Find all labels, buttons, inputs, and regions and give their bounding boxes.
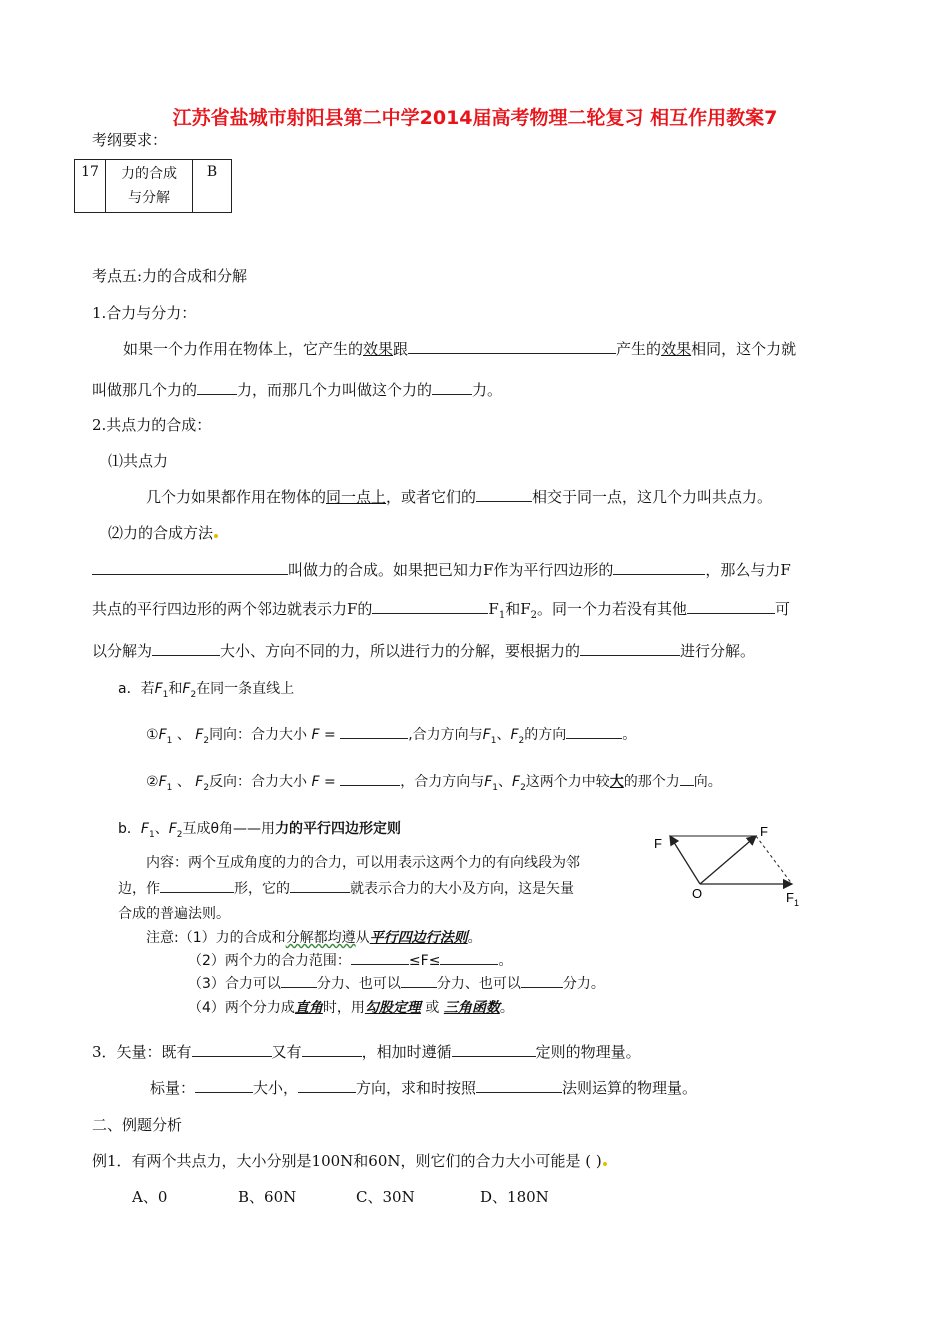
text: 或 <box>425 1000 440 1016</box>
fill-blank[interactable] <box>521 973 563 988</box>
text: 。 <box>499 1000 514 1016</box>
label-f-left: F <box>654 836 662 851</box>
text: a．若 <box>118 681 155 697</box>
var-f2: F <box>195 727 204 743</box>
text: 几个力如果都作用在物体的 <box>146 488 327 506</box>
text: F = <box>311 774 336 790</box>
text: 就表示合力的大小及方向，这是矢量 <box>350 881 574 897</box>
text: 产生的 <box>616 340 662 358</box>
answer-paren[interactable]: ( ) <box>585 1152 602 1170</box>
text: 以分解为 <box>92 642 153 660</box>
fill-blank[interactable] <box>340 724 408 739</box>
text: ≤F≤ <box>408 953 441 969</box>
text: ② <box>146 774 159 790</box>
text: b． <box>118 821 141 837</box>
fill-blank[interactable] <box>613 560 705 575</box>
text: 、 <box>176 727 191 743</box>
fill-blank[interactable] <box>408 339 616 354</box>
text: 进行分解。 <box>680 642 756 660</box>
text: 和F <box>505 600 531 618</box>
fill-blank[interactable] <box>476 487 532 502</box>
fill-blank[interactable] <box>298 1078 356 1093</box>
text: ① <box>146 727 159 743</box>
label-f1-sub: 1 <box>794 898 800 908</box>
text: 互成θ角——用 <box>182 821 276 837</box>
fill-blank[interactable] <box>401 973 437 988</box>
topic-line2: 与分解 <box>128 190 170 206</box>
p2-sub2 <box>108 522 218 543</box>
handwritten-text: 平行四边行法则 <box>369 930 468 946</box>
text: 分力。 <box>562 976 605 992</box>
fill-blank[interactable] <box>152 641 220 656</box>
fill-blank[interactable] <box>432 380 472 395</box>
content-line2 <box>118 878 574 898</box>
text: 的那个力 <box>623 774 680 790</box>
var-f1: F <box>158 774 167 790</box>
label-o: O <box>692 886 703 901</box>
underlined-word: 同一点上 <box>326 488 387 506</box>
p2-line1 <box>92 559 791 580</box>
text: 反向：合力大小 <box>209 774 308 790</box>
var-f1: F <box>154 681 163 697</box>
rule-name: 力的平行四边形定则 <box>275 821 402 837</box>
text: ，或者它们的 <box>386 488 477 506</box>
text: 分力、也可以 <box>436 976 521 992</box>
subscript: 1 <box>492 782 498 793</box>
fill-blank[interactable] <box>160 878 234 893</box>
p2-sub1-text <box>146 486 772 507</box>
text: 形，它的 <box>234 881 290 897</box>
text: 从 <box>355 930 370 946</box>
text: 和 <box>168 681 183 697</box>
fill-blank[interactable] <box>195 1078 253 1093</box>
resultant-arrow <box>700 836 756 884</box>
fill-blank[interactable] <box>687 599 775 614</box>
subscript: 1 <box>166 782 173 793</box>
text: （3）合力可以 <box>188 976 281 992</box>
requirements-label: 考纲要求： <box>92 131 168 149</box>
table-cell-topic <box>106 160 193 213</box>
text: F = <box>311 727 336 743</box>
option-a[interactable]: A、0 <box>132 1188 168 1206</box>
text: （1）力的合成和 <box>178 930 286 946</box>
case-a-row1 <box>146 724 636 746</box>
subscript: 1 <box>162 689 169 700</box>
subscript: 2 <box>176 829 183 840</box>
p1-title: 1.合力与分力： <box>92 304 197 322</box>
handwritten-text: 直角 <box>294 1000 323 1016</box>
table-row <box>75 160 232 213</box>
text: 叫做那几个力的 <box>92 381 198 399</box>
p2-line2 <box>92 598 790 621</box>
text: 大小、方向不同的力，所以进行力的分解，要根据力的 <box>220 642 581 660</box>
text: 方向，求和时按照 <box>356 1079 477 1097</box>
text: ，相加时遵循 <box>361 1043 452 1061</box>
underlined-word: 效果 <box>363 340 394 358</box>
handwritten-text: 勾股定理 <box>364 1000 421 1016</box>
fill-blank[interactable] <box>680 771 694 786</box>
underlined-word: 大 <box>609 774 624 790</box>
text: 大小， <box>253 1079 299 1097</box>
text: 分力、也可以 <box>316 976 401 992</box>
var-f1: F <box>484 774 493 790</box>
examples-heading: 二、例题分析 <box>92 1116 183 1134</box>
subscript: 2 <box>518 735 525 746</box>
var-f2: F <box>168 821 177 837</box>
text: 时，用 <box>322 1000 365 1016</box>
var-f2: F <box>195 774 204 790</box>
force-arrow-left <box>670 836 700 884</box>
fill-blank[interactable] <box>340 771 400 786</box>
table-cell-level: B <box>193 160 232 213</box>
text: 向。 <box>693 774 722 790</box>
table-cell-num: 17 <box>75 160 106 213</box>
var-f1: F <box>482 727 491 743</box>
text: 跟 <box>393 340 409 358</box>
var-f1: F <box>140 821 149 837</box>
subscript: 1 <box>166 735 173 746</box>
text: 。同一个力若没有其他 <box>537 600 688 618</box>
p2-sub1: ⑴共点力 <box>108 452 169 470</box>
text: 例1．有两个共点力，大小分别是100N和60N，则它们的合力大小可能是 <box>92 1152 581 1170</box>
subscript: 2 <box>203 735 210 746</box>
text: （4）两个分力成 <box>188 1000 295 1016</box>
text: ，合力方向与 <box>400 774 485 790</box>
example-1-question <box>92 1150 607 1171</box>
text: 、 <box>498 774 512 790</box>
case-a-row2 <box>146 771 722 793</box>
fill-blank[interactable] <box>302 1042 362 1057</box>
subscript: 2 <box>203 782 210 793</box>
subscript: 1 <box>490 735 497 746</box>
text: ，那么与力F <box>705 561 791 579</box>
fill-blank[interactable] <box>351 950 409 965</box>
text: ,合力方向与 <box>408 727 483 743</box>
text: 力。 <box>472 381 503 399</box>
text: 。 <box>498 953 513 969</box>
section3-line1 <box>92 1041 641 1062</box>
content-line3: 合成的普遍法则。 <box>118 906 230 922</box>
fill-blank[interactable] <box>92 560 288 575</box>
note-4 <box>188 997 514 1017</box>
text: ⑵力的合成方法 <box>108 524 214 542</box>
note-3 <box>188 973 605 993</box>
text: 力，而那几个力叫做这个力的 <box>237 381 433 399</box>
text: （2）两个力的合力范围： <box>188 953 351 969</box>
text: 。 <box>467 930 482 946</box>
text: 同向：合力大小 <box>209 727 308 743</box>
text: 在同一条直线上 <box>196 681 295 697</box>
var-f1: F <box>158 727 167 743</box>
text: 。 <box>622 727 637 743</box>
case-b-heading <box>118 818 401 840</box>
subscript: 2 <box>190 689 197 700</box>
option-d[interactable]: D、180N <box>480 1188 549 1206</box>
parallelogram-dashed-side <box>756 836 792 884</box>
text: 如果一个力作用在物体上，它产生的 <box>123 340 364 358</box>
var-f2: F <box>512 774 521 790</box>
text: 边，作 <box>118 881 160 897</box>
text: F <box>488 600 499 618</box>
text: 3．矢量：既有 <box>92 1043 192 1061</box>
text: 叫做力的合成。如果把已知力F作为平行四边形的 <box>288 561 614 579</box>
fill-blank[interactable] <box>281 973 317 988</box>
fill-blank[interactable] <box>440 950 498 965</box>
option-b[interactable]: B、60N <box>238 1188 297 1206</box>
label-f1: F <box>786 890 794 905</box>
var-f2: F <box>182 681 191 697</box>
subscript: 2 <box>530 610 538 621</box>
text: 法则运算的物理量。 <box>562 1079 698 1097</box>
var-f2: F <box>510 727 519 743</box>
text: 定则的物理量。 <box>535 1043 641 1061</box>
document-title: 江苏省盐城市射阳县第二中学2014届高考物理二轮复习 相互作用教案7 <box>172 107 778 129</box>
p1-line2 <box>92 379 502 400</box>
parallelogram-diagram <box>652 822 812 912</box>
fill-blank[interactable] <box>452 1042 536 1057</box>
mark-dot <box>603 1162 607 1166</box>
fill-blank[interactable] <box>476 1078 562 1093</box>
text: 标量： <box>150 1079 196 1097</box>
requirements-table <box>74 159 232 213</box>
example-1-options <box>132 1186 549 1207</box>
text: 、 <box>154 821 169 837</box>
case-a-heading <box>118 678 294 700</box>
note-1 <box>146 927 482 947</box>
p1-line1 <box>123 338 796 359</box>
subscript: 1 <box>148 829 155 840</box>
p2-title: 2.共点力的合成： <box>92 416 212 434</box>
subscript: 1 <box>498 610 506 621</box>
note-label: 注意: <box>146 930 179 946</box>
subscript: 2 <box>520 782 526 793</box>
fill-blank[interactable] <box>372 599 488 614</box>
fill-blank[interactable] <box>580 641 680 656</box>
content-line1: 内容：两个互成角度的力的合力，可以用表示这两个力的有向线段为邻 <box>146 855 580 871</box>
section5-heading: 考点五:力的合成和分解 <box>92 267 248 285</box>
fill-blank[interactable] <box>192 1042 272 1057</box>
text: 共点的平行四边形的两个邻边就表示力F的 <box>92 600 373 618</box>
fill-blank[interactable] <box>566 724 622 739</box>
underlined-word: 效果 <box>661 340 692 358</box>
squiggle-text: 分解都均遵 <box>285 930 356 946</box>
text: 相交于同一点，这几个力叫共点力。 <box>532 488 773 506</box>
handwritten-text: 三角函数 <box>443 1000 500 1016</box>
fill-blank[interactable] <box>290 878 350 893</box>
mark-dot <box>214 534 218 538</box>
text: 、 <box>176 774 191 790</box>
topic-line1: 力的合成 <box>121 166 177 182</box>
text: 的方向 <box>524 727 567 743</box>
text: 又有 <box>271 1043 302 1061</box>
text: 这两个力中较 <box>525 774 610 790</box>
label-f-right: F <box>760 824 768 839</box>
text: 、 <box>496 727 511 743</box>
p2-line3 <box>92 640 755 661</box>
note-2 <box>188 950 512 970</box>
text: 相同，这个力就 <box>691 340 797 358</box>
section3-line2 <box>150 1077 697 1098</box>
fill-blank[interactable] <box>197 380 237 395</box>
text: 可 <box>775 600 791 618</box>
option-c[interactable]: C、30N <box>356 1188 415 1206</box>
